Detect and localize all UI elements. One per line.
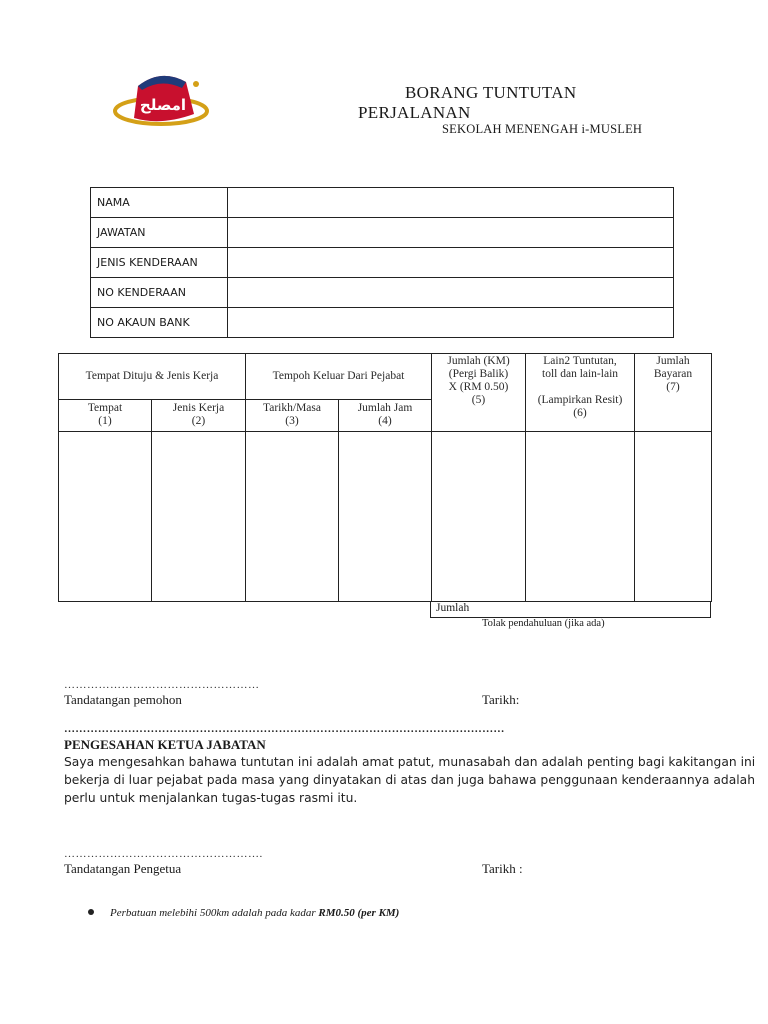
approval-line: perlu untuk menjalankan tugas-tugas rasmi itu. — [64, 791, 358, 805]
bullet-icon — [88, 909, 94, 915]
note-text: Perbatuan melebihi 500km adalah pada kadar — [110, 907, 319, 919]
info-row-nama — [91, 188, 674, 218]
principal-signature-label: Tandatangan Pengetua — [64, 861, 182, 876]
info-label: NAMA — [91, 188, 228, 218]
principal-date-label: Tarikh : — [482, 861, 523, 876]
school-name: SEKOLAH MENENGAH i-MUSLEH — [442, 122, 643, 136]
info-row-jenis-kenderaan — [91, 248, 674, 278]
subheader-num: (4) — [378, 415, 392, 427]
header-text: toll dan lain-lain — [542, 368, 619, 380]
header-destination-work: Tempat Dituju & Jenis Kerja — [59, 354, 246, 400]
header-text: (Pergi Balik) — [448, 368, 509, 380]
info-value-field[interactable] — [228, 218, 674, 248]
separator-line: ……………………………………………………………………………………………………… — [64, 723, 505, 735]
header-total-km — [432, 354, 526, 432]
school-logo — [112, 70, 210, 132]
subheader-num: (1) — [98, 415, 112, 427]
approval-line: Saya mengesahkan bahawa tuntutan ini adalah amat patut, munasabah dan adalah penting bagi kakitangan ini — [64, 755, 756, 769]
entry-cell-total-payment[interactable] — [635, 432, 712, 602]
subheader-date-time — [246, 400, 339, 432]
total-row[interactable] — [430, 601, 711, 618]
logo-text: امصلح — [139, 96, 187, 114]
entry-cell-work-type[interactable] — [152, 432, 246, 602]
entry-cell-place[interactable] — [59, 432, 152, 602]
approval-line: bekerja di luar pejabat pada masa yang dinyatakan di atas dan juga bahawa penggunaan kenderaannya adalah — [64, 773, 755, 787]
info-label: NO AKAUN BANK — [91, 308, 228, 338]
applicant-info-table — [90, 187, 674, 338]
mileage-note — [110, 907, 399, 919]
header-text: Jumlah (KM) — [447, 355, 510, 367]
subheader-text: Jumlah Jam — [357, 402, 413, 414]
entry-cell-date-time[interactable] — [246, 432, 339, 602]
subheader-work-type — [152, 400, 246, 432]
entry-cell-other-claims[interactable] — [526, 432, 635, 602]
form-title-line2: PERJALANAN — [358, 103, 471, 122]
info-row-jawatan — [91, 218, 674, 248]
approval-heading: PENGESAHAN KETUA JABATAN — [64, 737, 266, 752]
principal-signature-line[interactable]: ……………………………………………. — [64, 848, 263, 860]
subheader-text: Tarikh/Masa — [263, 402, 321, 414]
subheader-total-hours — [339, 400, 432, 432]
info-row-no-akaun-bank — [91, 308, 674, 338]
info-label: JAWATAN — [91, 218, 228, 248]
applicant-signature-line[interactable]: …………………………………………… — [64, 679, 260, 691]
header-total-payment — [635, 354, 712, 432]
info-value-field[interactable] — [228, 278, 674, 308]
header-text: Bayaran — [653, 368, 693, 380]
header-text: (Lampirkan Resit) — [537, 394, 623, 406]
entry-cell-total-km[interactable] — [432, 432, 526, 602]
subheader-text: Tempat — [87, 402, 123, 414]
subheader-text: Jenis Kerja — [172, 402, 225, 414]
applicant-signature-label: Tandatangan pemohon — [64, 692, 182, 707]
info-value-field[interactable] — [228, 308, 674, 338]
header-text: Jumlah — [656, 355, 690, 367]
info-value-field[interactable] — [228, 188, 674, 218]
note-rate: RM0.50 (per KM) — [318, 907, 400, 919]
deduction-label: Tolak pendahuluan (jika ada) — [482, 618, 605, 629]
total-label: Jumlah — [436, 602, 470, 614]
header-time-out-of-office: Tempoh Keluar Dari Pejabat — [246, 354, 432, 400]
header-text: X (RM 0.50) — [448, 381, 509, 393]
info-row-no-kenderaan — [91, 278, 674, 308]
info-label: NO KENDERAAN — [91, 278, 228, 308]
header-text: Lain2 Tuntutan, — [543, 355, 617, 367]
claims-table — [58, 353, 712, 602]
subheader-num: (3) — [285, 415, 299, 427]
info-label: JENIS KENDERAAN — [91, 248, 228, 278]
approval-statement — [64, 753, 755, 807]
header-text: (6) — [573, 407, 587, 419]
header-text: (5) — [471, 394, 486, 406]
header-other-claims — [526, 354, 635, 432]
subheader-place — [59, 400, 152, 432]
info-value-field[interactable] — [228, 248, 674, 278]
header-text: (7) — [666, 381, 680, 393]
applicant-date-label: Tarikh: — [482, 692, 520, 707]
form-title-line1: BORANG TUNTUTAN — [405, 83, 577, 102]
subheader-num: (2) — [191, 415, 206, 427]
entry-cell-total-hours[interactable] — [339, 432, 432, 602]
